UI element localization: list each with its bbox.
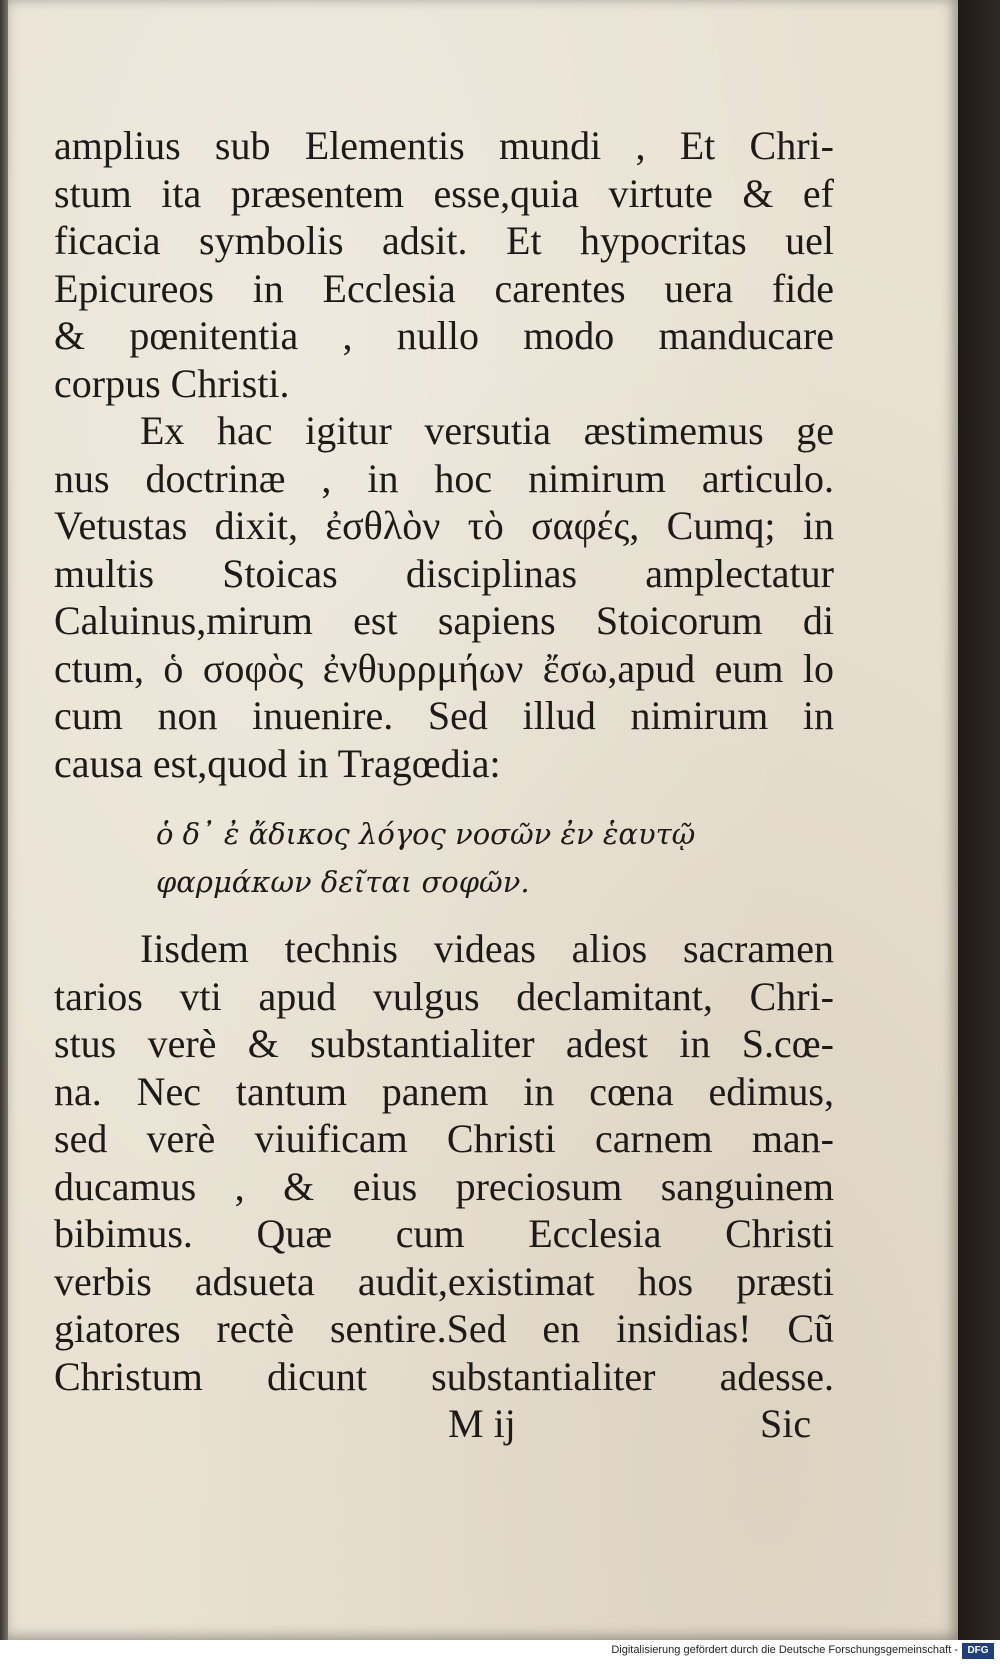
text-line: bibimus. Quæ cum Ecclesia Christi	[54, 1211, 834, 1256]
dfg-logo: DFG	[962, 1643, 994, 1659]
text-line: stus verè & substantialiter adest in S.cœ-	[54, 1021, 834, 1066]
book-cover-edge	[958, 0, 1000, 1640]
book-page	[8, 0, 958, 1640]
catchword: Sic	[760, 1401, 812, 1446]
text-line: giatores rectè sentire.Sed en insidias! Cũ	[54, 1306, 834, 1351]
text-line: ficacia symbolis adsit. Et hypocritas uel	[54, 218, 834, 263]
text-line: stum ita præsentem esse,quia virtute & ef	[54, 170, 834, 216]
text-line: Caluinus,mirum est sapiens Stoicorum di	[54, 598, 834, 643]
greek-line: φαρμάκων δεῖται σοφῶν.	[156, 865, 530, 899]
paragraph-1	[54, 122, 834, 787]
text-line: amplius sub Elementis mundi , Et Chri-	[54, 123, 834, 168]
footer-bar	[0, 1640, 1000, 1665]
text-line: Christum dicunt substantialiter adesse.	[54, 1353, 834, 1399]
text-line: corpus Christi.	[54, 360, 290, 406]
text-line: nus doctrinæ , in hoc nimirum articulo.	[54, 455, 834, 501]
text-line: sed verè viuificam Christi carnem man-	[54, 1116, 834, 1161]
signature-mark: M ij	[448, 1401, 516, 1446]
text-line: cum non inuenire. Sed illud nimirum in	[54, 693, 834, 738]
text-line: verbis adsueta audit,existimat hos præsti	[54, 1258, 834, 1304]
text-line: Ex hac igitur versutia æstimemus ge	[140, 408, 834, 453]
greek-line: ὁ δ᾽ ἐ ἄδικος λόγος νοσῶν ἐν ἑαυτῷ	[156, 817, 696, 851]
footer-credit: Digitalisierung gefördert durch die Deutsche Forschungsgemeinschaft -	[611, 1644, 958, 1656]
text-line: na. Nec tantum panem in cœna edimus,	[54, 1068, 834, 1114]
text-line: Vetustas dixit, ἐσθλὸν τὸ σαφές, Cumq; in	[54, 503, 834, 548]
text-line: tarios vti apud vulgus declamitant, Chri-	[54, 973, 834, 1019]
text-line: & pœnitentia , nullo modo manducare	[54, 313, 834, 358]
text-line: ctum, ὁ σοφὸς ἐνθυρρμήων ἔσω,apud eum lo	[54, 645, 834, 691]
text-line: ducamus , & eius preciosum sanguinem	[54, 1163, 834, 1209]
text-line: multis Stoicas disciplinas amplectatur	[54, 550, 834, 596]
text-line: Iisdem technis videas alios sacramen	[140, 926, 834, 971]
greek-quotation	[156, 810, 756, 906]
paragraph-3	[54, 925, 834, 1400]
text-line: Epicureos in Ecclesia carentes uera fide	[54, 265, 834, 311]
text-line: causa est,quod in Tragœdia:	[54, 740, 501, 786]
